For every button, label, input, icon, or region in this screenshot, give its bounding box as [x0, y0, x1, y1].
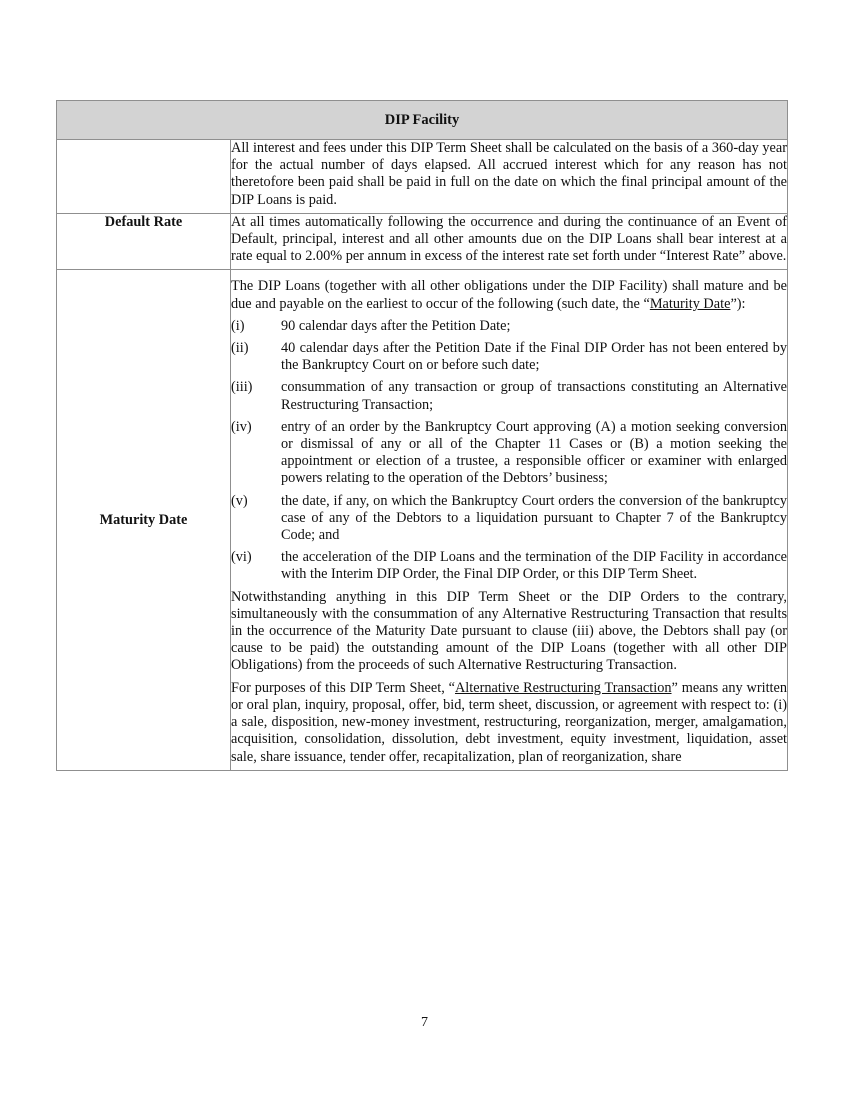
- term-sheet-table: [56, 100, 788, 771]
- clause-number: (iii): [231, 379, 253, 396]
- clause-number: (iv): [231, 418, 252, 435]
- clause-text: the date, if any, on which the Bankruptcy Court orders the conversion of the bankruptcy case of any of the Debtors to a liquidation pursuant to Chapter 7 of the Bankruptcy Code; and: [281, 492, 788, 544]
- clause-item: [231, 340, 787, 374]
- intro-text: The DIP Loans (together with all other obligations under the DIP Facility) shall mature and be due and payable on the earliest to occur of the following (such date, the “: [231, 278, 788, 312]
- default-rate-paragraph: At all times automatically following the occurrence and during the continuance of an Event of Default, principal, interest and all other amounts due on the DIP Loans shall bear interest at a rate equal to 2.00% per annum in excess of the interest rate set forth under “Interest Rate” above.: [231, 213, 788, 265]
- defined-term-maturity-date: Maturity Date: [649, 295, 731, 312]
- definition-paragraph: [231, 680, 787, 766]
- clause-text: entry of an order by the Bankruptcy Court approving (A) a motion seeking conversion or dismissal of any or all of the Chapter 11 Cases or (B) a motion seeking the appointment or election of a trustee, a responsible officer or examiner with enlarged powers relating to the operation of the Debtors’ business;: [281, 418, 788, 487]
- clause-text: consummation of any transaction or group of transactions constituting an Alternative Restructuring Transaction;: [281, 379, 788, 413]
- definition-body: ” means any written or oral plan, inquiry, proposal, offer, bid, term sheet, discussion, or agreement with respect to: (i) a sale, disposition, new-money investment, restructuring, reorganization, merger, amalgamation, acquisition, consolidation, dissolution, debt investment, equity investment, liquidation, asset sale, share issuance, tender offer, recapitalization, plan of reorganization, share: [231, 679, 788, 765]
- maturity-intro: [231, 278, 787, 312]
- section-title: DIP Facility: [57, 101, 788, 140]
- table-header-row: [57, 101, 788, 140]
- interest-paragraph: All interest and fees under this DIP Term Sheet shall be calculated on the basis of a 360-day year for the actual number of days elapsed. All accrued interest which for any reason has not theretofore been paid shall be paid in full on the date on which the final principal amount of the DIP Loans is paid.: [231, 140, 788, 208]
- clause-item: [231, 493, 787, 545]
- defined-term-alternative-restructuring-transaction: Alternative Restructuring Transaction: [454, 679, 672, 696]
- clause-item: [231, 549, 787, 583]
- clause-text: 90 calendar days after the Petition Date;: [281, 317, 511, 334]
- clause-item: [231, 318, 787, 335]
- definition-intro: For purposes of this DIP Term Sheet, “: [231, 679, 455, 696]
- interest-calculation-text: [231, 140, 788, 214]
- clause-text: the acceleration of the DIP Loans and the termination of the DIP Facility in accordance with the Interim DIP Order, the Final DIP Order, or this DIP Term Sheet.: [281, 549, 788, 583]
- clause-number: (i): [231, 317, 245, 334]
- clause-number: (v): [231, 492, 248, 509]
- row-label-empty: [57, 140, 231, 214]
- maturity-date-text: [231, 270, 788, 770]
- clause-number: (ii): [231, 340, 249, 357]
- page-number: 7: [421, 1015, 428, 1030]
- table-row: [57, 270, 788, 770]
- table-row: [57, 213, 788, 270]
- row-label-default-rate: Default Rate: [57, 213, 231, 270]
- clause-number: (vi): [231, 549, 252, 566]
- clause-item: [231, 419, 787, 488]
- row-label-maturity-date: Maturity Date: [57, 270, 231, 770]
- default-rate-text: [231, 213, 788, 270]
- intro-close: ”):: [730, 295, 746, 312]
- clause-text: 40 calendar days after the Petition Date if the Final DIP Order has not been entered by the Bankruptcy Court on or before such date;: [281, 340, 788, 374]
- table-row: [57, 140, 788, 214]
- clause-item: [231, 379, 787, 413]
- notwithstanding-paragraph: Notwithstanding anything in this DIP Term Sheet or the DIP Orders to the contrary, simultaneously with the consummation of any Alternative Restructuring Transaction that results in the occurrence of the Maturity Date pursuant to clause (iii) above, the Debtors shall pay (or cause to be paid) the outstanding amount of the DIP Loans (together with all other DIP Obligations) from the proceeds of such Alternative Restructuring Transaction.: [231, 588, 788, 674]
